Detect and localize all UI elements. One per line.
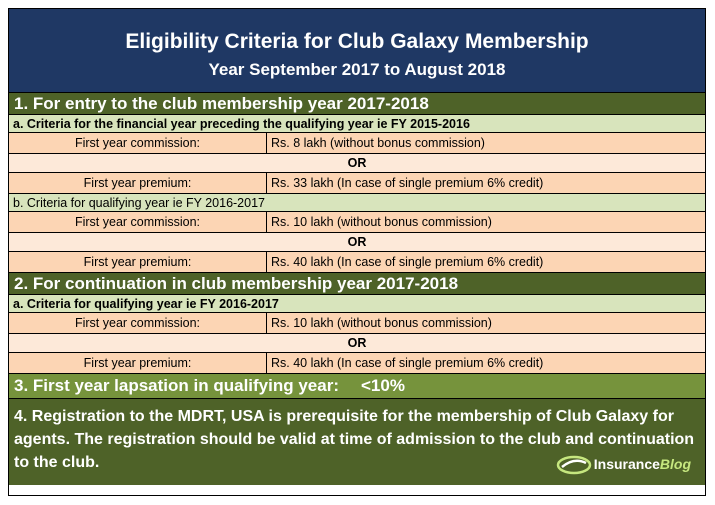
section1-a-heading: a. Criteria for the financial year preceding the qualifying year ie FY 2015-2016: [9, 115, 705, 133]
or-divider: OR: [9, 334, 705, 353]
row-label: First year commission:: [9, 133, 267, 153]
insurance-blog-logo: [556, 453, 691, 476]
logo-word-blog: Blog: [659, 456, 691, 472]
title-sub: Year September 2017 to August 2018: [208, 60, 506, 79]
table-title: [9, 9, 705, 93]
section1-b-commission-row: [9, 212, 705, 233]
or-divider: OR: [9, 154, 705, 173]
section2-heading: 2. For continuation in club membership year 2017-2018: [9, 273, 705, 295]
row-value: Rs. 10 lakh (without bonus commission): [271, 215, 492, 229]
section4-block: [9, 399, 705, 485]
section1-heading: 1. For entry to the club membership year 2017-2018: [9, 93, 705, 115]
section1-b-heading: b. Criteria for qualifying year ie FY 2016-2017: [9, 194, 705, 212]
section2-a-commission-row: [9, 313, 705, 334]
section1-a-premium-row: [9, 173, 705, 194]
row-label: First year commission:: [9, 212, 267, 232]
section2-a-premium-row: [9, 353, 705, 374]
section1-b-premium-row: [9, 252, 705, 273]
section3-heading: 3. First year lapsation in qualifying year:: [14, 376, 339, 395]
section2-a-heading: a. Criteria for qualifying year ie FY 2016-2017: [9, 295, 705, 313]
row-label: First year premium:: [9, 173, 267, 193]
row-label: First year premium:: [9, 252, 267, 272]
eligibility-table: [8, 8, 706, 496]
insurance-blog-logo-icon: [556, 455, 592, 475]
row-value: Rs. 40 lakh (In case of single premium 6% credit): [271, 356, 544, 370]
row-value: Rs. 8 lakh (without bonus commission): [271, 136, 485, 150]
row-value: Rs. 40 lakh (In case of single premium 6% credit): [271, 255, 544, 269]
title-main: Eligibility Criteria for Club Galaxy Membership: [125, 30, 589, 53]
lapsation-value: <10%: [360, 376, 405, 395]
or-divider: OR: [9, 233, 705, 252]
row-value: Rs. 10 lakh (without bonus commission): [271, 316, 492, 330]
section1-a-commission-row: [9, 133, 705, 154]
row-label: First year commission:: [9, 313, 267, 333]
section3-row: [9, 374, 705, 399]
logo-word-insurance: Insurance: [593, 456, 660, 472]
logo-wordmark: [594, 453, 691, 476]
row-label: First year premium:: [9, 353, 267, 373]
row-value: Rs. 33 lakh (In case of single premium 6% credit): [271, 176, 544, 190]
section4-text: 4. Registration to the MDRT, USA is prerequisite for the membership of Club Galaxy for agents. The registration should be valid at time of admission to the club and continuation to the club.: [14, 408, 695, 471]
